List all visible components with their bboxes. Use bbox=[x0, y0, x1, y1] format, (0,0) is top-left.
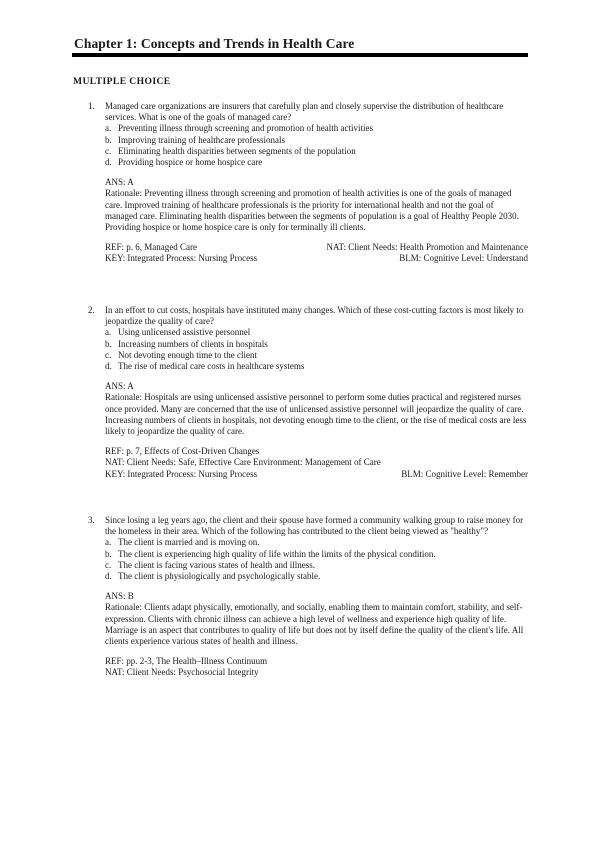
answer: ANS: A bbox=[105, 177, 134, 188]
rationale: Rationale: Clients adapt physically, emotionally, and socially, enabling them to maintain comfort, stability, and self-expression. Clients with chronic illness can achieve a high level of wellness and experience high quality of life. Marriage is an aspect that contributes to quality of life but does not by itself define the quality of the client's life. All clients experience various states of health and illness. bbox=[105, 602, 524, 647]
question-stem bbox=[88, 101, 528, 123]
nat: NAT: Client Needs: Health Promotion and Maintenance bbox=[326, 242, 528, 253]
choice-c: c. Not devoting enough time to the client bbox=[105, 349, 257, 360]
nat: NAT: Client Needs: Safe, Effective Care Environment: Management of Care bbox=[105, 457, 381, 468]
question-stem bbox=[88, 515, 528, 537]
question-text: Managed care organizations are insurers that carefully plan and closely supervise the distribution of healthcare services. What is one of the goals of managed care? bbox=[105, 101, 504, 123]
choice-b: b. Increasing numbers of clients in hospitals bbox=[105, 338, 268, 349]
ref: REF: pp. 2-3, The Health–Illness Continuum bbox=[105, 656, 268, 667]
question-1 bbox=[88, 101, 528, 265]
choice-b: b. The client is experiencing high quality of life within the limits of the physical condition. bbox=[105, 548, 436, 559]
ref: REF: p. 6, Managed Care bbox=[105, 242, 197, 253]
question-number: 3. bbox=[88, 515, 95, 525]
choice-d: d. The rise of medical care costs in healthcare systems bbox=[105, 361, 305, 372]
question-number: 1. bbox=[88, 101, 95, 111]
question-stem bbox=[88, 305, 528, 327]
question-text: In an effort to cut costs, hospitals have instituted many changes. Which of these cost-cutting factors is most likely to jeopardize the quality of care? bbox=[105, 305, 524, 327]
question-text: Since losing a leg years ago, the client and their spouse have formed a community walking group to raise money for the homeless in their area. Which of the following has contributed to the client being viewed as "healthy"? bbox=[105, 515, 524, 537]
question-meta bbox=[88, 242, 528, 264]
choice-list bbox=[88, 327, 528, 372]
choice-a: a. The client is married and is moving on. bbox=[105, 537, 260, 548]
blm: BLM: Cognitive Level: Remember bbox=[401, 468, 528, 479]
choice-list bbox=[88, 537, 528, 582]
chapter-title: Chapter 1: Concepts and Trends in Health Care bbox=[74, 36, 355, 51]
section-heading: MULTIPLE CHOICE bbox=[73, 76, 171, 87]
question-meta bbox=[88, 656, 528, 678]
question-number: 2. bbox=[88, 305, 95, 315]
blm: BLM: Cognitive Level: Understand bbox=[399, 253, 528, 264]
choice-c: c. Eliminating health disparities between segments of the population bbox=[105, 145, 356, 156]
answer: ANS: A bbox=[105, 381, 134, 392]
key: KEY: Integrated Process: Nursing Process bbox=[105, 468, 258, 479]
choice-a: a. Preventing illness through screening and promotion of health activities bbox=[105, 123, 373, 134]
key: KEY: Integrated Process: Nursing Process bbox=[105, 253, 258, 264]
question-meta bbox=[88, 446, 528, 480]
question-3 bbox=[88, 515, 528, 679]
choice-a: a. Using unlicensed assistive personnel bbox=[105, 327, 251, 338]
ref: REF: p. 7, Effects of Cost-Driven Changes bbox=[105, 446, 260, 457]
question-2 bbox=[88, 305, 528, 480]
choice-list bbox=[88, 123, 528, 168]
choice-c: c. The client is facing various states of health and illness. bbox=[105, 559, 315, 570]
nat: NAT: Client Needs: Psychosocial Integrity bbox=[105, 667, 259, 678]
answer: ANS: B bbox=[105, 591, 134, 602]
choice-d: d. The client is physiologically and psychologically stable. bbox=[105, 571, 321, 582]
title-rule bbox=[72, 53, 528, 57]
rationale: Rationale: Hospitals are using unlicensed assistive personnel to perform some duties practical and registered nurses once provided. Many are concerned that the use of unlicensed assistive personnel will jeopardize the quality of care. Increasing numbers of clients in hospitals, not devoting enough time to the client, or the rise of medical costs are less likely to jeopardize the quality of care. bbox=[105, 392, 527, 437]
choice-d: d. Providing hospice or home hospice care bbox=[105, 157, 263, 168]
rationale: Rationale: Preventing illness through screening and promotion of health activities is one of the goals of managed care. Improved training of healthcare professionals is the priority for international health and not the goal of managed care. Eliminating health disparities between the segments of population is a goal of Healthy People 2030. Providing hospice or home hospice care is only for terminally ill clients. bbox=[105, 188, 519, 233]
choice-b: b. Improving training of healthcare professionals bbox=[105, 134, 285, 145]
